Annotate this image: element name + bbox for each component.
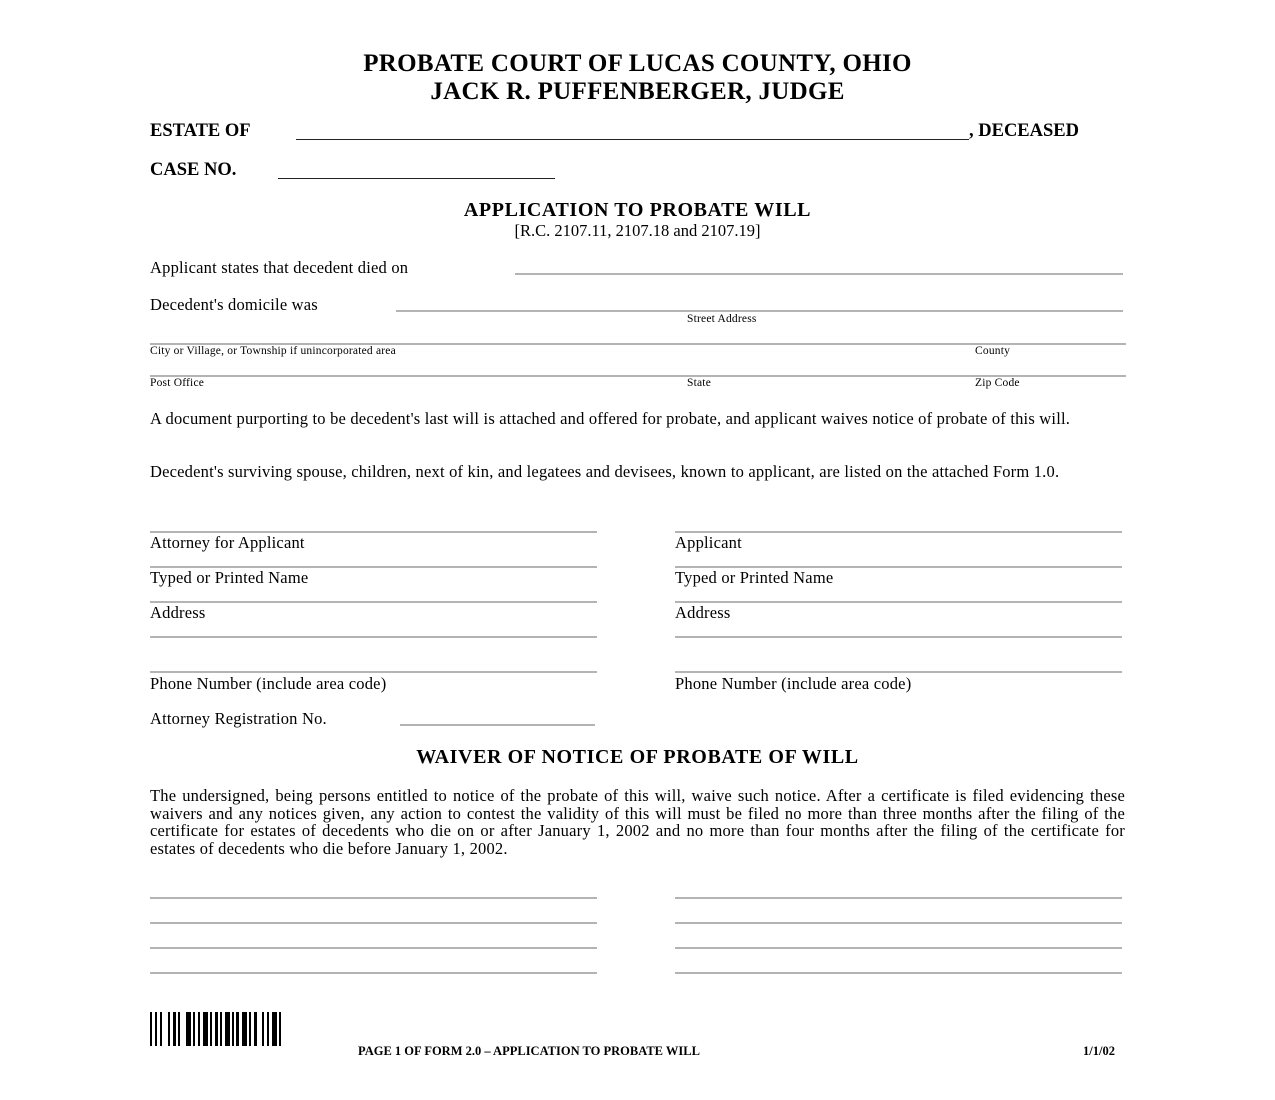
attorney-registration-label: Attorney Registration No. bbox=[150, 709, 327, 728]
court-name: PROBATE COURT OF LUCAS COUNTY, OHIO bbox=[363, 50, 912, 77]
waiver-text: The undersigned, being persons entitled to notice of the probate of this will, waive such notice. After a certificate is filed evidencing these waivers and any notices given, any action to contest the validity of this will must be filed no more than three months after the filing of the certificate for estates of decedents who die on or after January 1, 2002 and no more than four months after the filing of the certificate for estates of decedents who die before January 1, 2002. bbox=[150, 786, 1125, 858]
applicant-address-line[interactable] bbox=[675, 601, 1122, 603]
applicant-phone-label: Phone Number (include area code) bbox=[675, 674, 912, 693]
died-on-label: Applicant states that decedent died on bbox=[150, 258, 409, 277]
attorney-address-label: Address bbox=[150, 603, 206, 622]
will-attached-paragraph: A document purporting to be decedent's last will is attached and offered for probate, and applicant waives notice of probate of this will. bbox=[150, 409, 1071, 428]
applicant-signature-label: Applicant bbox=[675, 533, 742, 552]
waiver-signature-line[interactable] bbox=[675, 922, 1122, 924]
attorney-registration-field[interactable] bbox=[400, 724, 595, 726]
city-caption: City or Village, or Township if unincorporated area bbox=[150, 345, 396, 357]
applicant-address-label: Address bbox=[675, 603, 731, 622]
waiver-signature-line[interactable] bbox=[150, 897, 597, 899]
zip-caption: Zip Code bbox=[975, 377, 1020, 389]
attorney-address-line-2[interactable] bbox=[150, 636, 597, 638]
revision-date: 1/1/02 bbox=[1083, 1044, 1115, 1058]
estate-of-field[interactable] bbox=[296, 139, 969, 140]
waiver-signature-line[interactable] bbox=[675, 972, 1122, 974]
attorney-phone-label: Phone Number (include area code) bbox=[150, 674, 387, 693]
judge-name: JACK R. PUFFENBERGER, JUDGE bbox=[430, 78, 845, 105]
estate-of-label: ESTATE OF bbox=[150, 121, 251, 141]
domicile-label: Decedent's domicile was bbox=[150, 295, 318, 314]
waiver-signature-line[interactable] bbox=[150, 972, 597, 974]
waiver-title: WAIVER OF NOTICE OF PROBATE OF WILL bbox=[416, 746, 859, 768]
page-label: PAGE 1 OF FORM 2.0 – APPLICATION TO PROBATE WILL bbox=[358, 1044, 700, 1058]
waiver-signature-line[interactable] bbox=[150, 947, 597, 949]
applicant-name-label: Typed or Printed Name bbox=[675, 568, 834, 587]
waiver-signature-line[interactable] bbox=[675, 897, 1122, 899]
waiver-signature-line[interactable] bbox=[675, 947, 1122, 949]
attorney-name-label: Typed or Printed Name bbox=[150, 568, 309, 587]
waiver-signature-line[interactable] bbox=[150, 922, 597, 924]
street-address-caption: Street Address bbox=[687, 313, 757, 325]
attorney-phone-line[interactable] bbox=[150, 671, 597, 673]
applicant-signature-line[interactable] bbox=[675, 531, 1122, 533]
case-no-field[interactable] bbox=[278, 178, 555, 179]
attorney-address-line[interactable] bbox=[150, 601, 597, 603]
barcode-icon bbox=[150, 1012, 281, 1046]
post-office-caption: Post Office bbox=[150, 377, 205, 389]
next-of-kin-paragraph: Decedent's surviving spouse, children, next of kin, and legatees and devisees, known to applicant, are listed on the attached Form 1.0. bbox=[150, 462, 1060, 481]
form-title: APPLICATION TO PROBATE WILL bbox=[463, 199, 812, 221]
applicant-phone-line[interactable] bbox=[675, 671, 1122, 673]
died-on-field[interactable] bbox=[515, 273, 1123, 275]
deceased-label: , DECEASED bbox=[969, 121, 1079, 141]
statute-citation: [R.C. 2107.11, 2107.18 and 2107.19] bbox=[514, 221, 761, 240]
state-caption: State bbox=[687, 377, 711, 389]
applicant-address-line-2[interactable] bbox=[675, 636, 1122, 638]
case-no-label: CASE NO. bbox=[150, 160, 237, 180]
county-caption: County bbox=[975, 345, 1011, 357]
attorney-signature-label: Attorney for Applicant bbox=[150, 533, 305, 552]
street-address-field[interactable] bbox=[396, 310, 1123, 312]
